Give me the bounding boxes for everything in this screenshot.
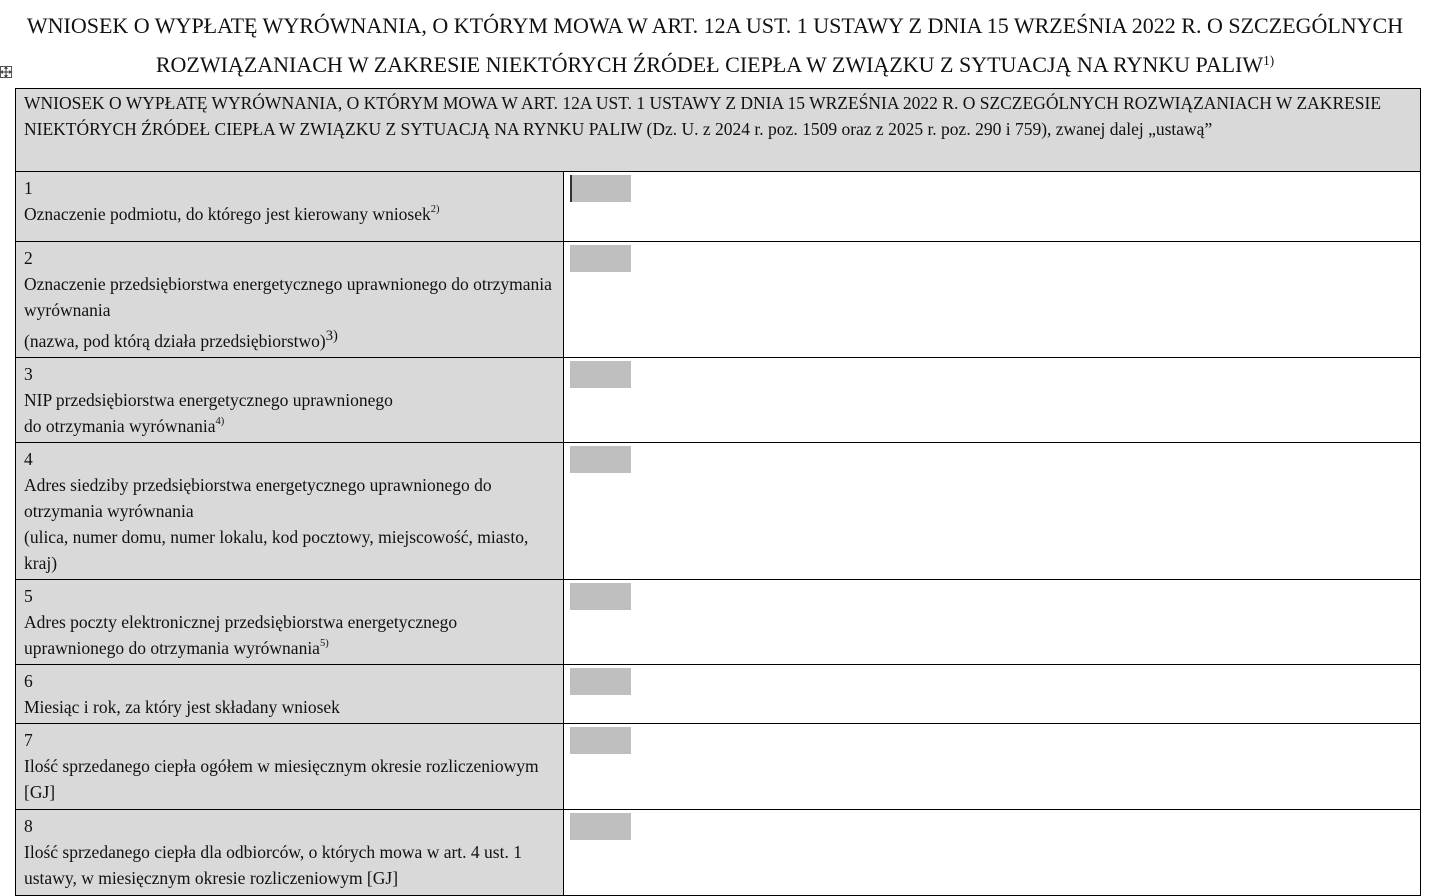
table-row: [16, 242, 1421, 358]
row-number: 6: [24, 670, 33, 691]
form-field-input[interactable]: [570, 175, 631, 202]
row-label-cell: [16, 664, 564, 723]
form-field-input[interactable]: [570, 727, 631, 754]
row-label: Ilość sprzedanego ciepła dla odbiorców, o których mowa w art. 4 ust. 1 ustawy, w miesięcznym okresie rozliczeniowym [GJ]: [24, 841, 522, 888]
form-field-input[interactable]: [570, 583, 631, 610]
form-field-input[interactable]: [570, 446, 631, 473]
form-field-input[interactable]: [570, 245, 631, 272]
table-row: [16, 172, 1421, 242]
row-value-cell[interactable]: [564, 723, 1421, 809]
table-row: [16, 723, 1421, 809]
form-field-input[interactable]: [570, 668, 631, 695]
row-footnote: 2): [430, 204, 440, 215]
row-label-continued: [24, 413, 556, 439]
row-value-cell[interactable]: [564, 242, 1421, 358]
row-number: 5: [24, 585, 33, 606]
row-label: Ilość sprzedanego ciepła ogółem w miesięcznym okresie rozliczeniowym [GJ]: [24, 755, 539, 802]
table-header-row: [16, 89, 1421, 172]
table-header: WNIOSEK O WYPŁATĘ WYRÓWNANIA, O KTÓRYM MOWA W ART. 12A UST. 1 USTAWY Z DNIA 15 WRZEŚNIA 2022 R. O SZCZEGÓLNYCH ROZWIĄZANIACH W ZAKRESIE NIEKTÓRYCH ŹRÓDEŁ CIEPŁA W ZWIĄZKU Z SYTUACJĄ NA RYNKU PALIW (Dz. U. z 2024 r. poz. 1509 oraz z 2025 r. poz. 290 i 759), zwanej dalej „ustawą”: [16, 89, 1421, 172]
table-row: [16, 442, 1421, 579]
row-value-cell[interactable]: [564, 664, 1421, 723]
move-arrows-icon[interactable]: [0, 66, 12, 78]
row-number: 3: [24, 363, 33, 384]
row-label: Oznaczenie przedsiębiorstwa energetycznego uprawnionego do otrzymania wyrównania: [24, 274, 552, 320]
document-title-footnote: 1): [1263, 53, 1275, 68]
row-label-text: Oznaczenie podmiotu, do którego jest kierowany wniosek: [24, 204, 431, 224]
table-row: [16, 809, 1421, 895]
row-label-cell: [16, 172, 564, 242]
table-row: [16, 579, 1421, 664]
row-number: 2: [24, 248, 33, 268]
row-number: 4: [24, 448, 33, 469]
row-label-cell: [16, 579, 564, 664]
form-field-input[interactable]: [570, 361, 631, 388]
row-label-cell: [16, 442, 564, 579]
row-footnote: 5): [319, 637, 329, 649]
document-title-line1: WNIOSEK O WYPŁATĘ WYRÓWNANIA, O KTÓRYM MOWA W ART. 12A UST. 1 USTAWY Z DNIA 15 WRZEŚNIA 2022 R. O SZCZEGÓLNYCH: [26, 13, 1404, 38]
row-label: [24, 201, 556, 227]
row-label: Adres siedziby przedsiębiorstwa energetycznego uprawnionego do otrzymania wyrównania: [24, 474, 492, 521]
row-number: 8: [24, 815, 33, 836]
row-note-text: (nazwa, pod którą działa przedsiębiorstwo): [24, 330, 326, 351]
row-value-cell[interactable]: [564, 442, 1421, 579]
row-label-cell: [16, 242, 564, 358]
row-label-cell: [16, 723, 564, 809]
application-form-table: [15, 88, 1421, 896]
row-number: 1: [24, 178, 33, 198]
row-value-cell[interactable]: [564, 809, 1421, 895]
table-row: [16, 357, 1421, 442]
document-title: [8, 6, 1422, 84]
row-note: [24, 323, 556, 354]
document-title-line2: ROZWIĄZANIACH W ZAKRESIE NIEKTÓRYCH ŹRÓDEŁ CIEPŁA W ZWIĄZKU Z SYTUACJĄ NA RYNKU PALIW: [155, 52, 1264, 77]
row-label: NIP przedsiębiorstwa energetycznego uprawnionego: [24, 389, 393, 410]
row-label-cell: [16, 357, 564, 442]
row-note: (ulica, numer domu, numer lokalu, kod pocztowy, miejscowość, miasto, kraj): [24, 526, 529, 573]
row-value-cell[interactable]: [564, 172, 1421, 242]
form-field-input[interactable]: [570, 813, 631, 840]
row-label-text: Adres poczty elektronicznej przedsiębiorstwa energetycznego uprawnionego do otrzymania wyrównania: [24, 611, 458, 658]
row-label-cell: [16, 809, 564, 895]
row-value-cell[interactable]: [564, 357, 1421, 442]
row-value-cell[interactable]: [564, 579, 1421, 664]
row-label: [24, 609, 556, 661]
row-footnote: 3): [325, 328, 338, 344]
row-label-text: do otrzymania wyrównania: [24, 415, 216, 436]
row-number: 7: [24, 729, 33, 750]
row-label: Miesiąc i rok, za który jest składany wniosek: [24, 696, 340, 717]
row-footnote: 4): [215, 415, 225, 427]
table-row: [16, 664, 1421, 723]
